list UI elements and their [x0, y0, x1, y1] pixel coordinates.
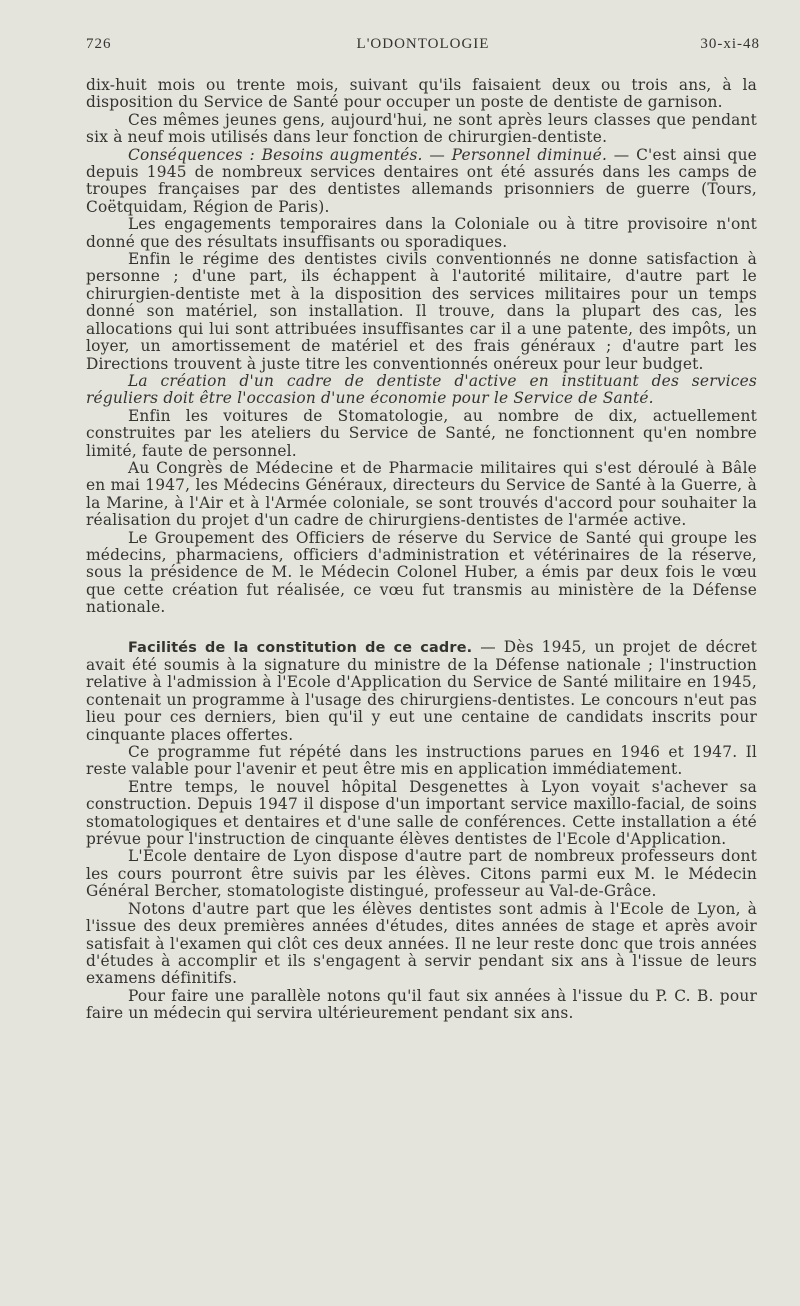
page-header: [86, 36, 760, 58]
article-body: [86, 77, 757, 1023]
paragraph: Notons d'autre part que les élèves dentistes sont admis à l'Ecole de Lyon, à l'issue des deux premières années d'études, dites années de stage et après avoir satisfait à l'examen qui clôt ces deux années. Il ne leur reste donc que trois années d'études à accomplir et ils s'engagent à servir pendant six ans à l'issue de leurs examens définitifs.: [86, 899, 757, 988]
page-number: 726: [86, 36, 112, 52]
paragraph: Enfin les voitures de Stomatologie, au nombre de dix, actuellement construites par les ateliers du Service de Santé, ne fonctionnent qu'en nombre limité, faute de personnel.: [86, 406, 757, 460]
paragraph: Les engagements temporaires dans la Coloniale ou à titre provisoire n'ont donné que des résultats insuffisants ou sporadiques.: [86, 215, 757, 251]
paragraph: Facilités de la constitution de ce cadre. — Dès 1945, un projet de décret avait été soumis à la signature du ministre de la Défense nationale ; l'instruction relative à l'admission à l'Ecole d'Application du Service de Santé militaire en 1945, contenait un programme à l'usage des chirurgiens-dentistes. Le concours n'eut pas lieu pour ces derniers, bien qu'il y eut une centaine de candidats inscrits pour cinquante places offertes.: [86, 637, 757, 744]
paragraph: L'Ecole dentaire de Lyon dispose d'autre part de nombreux professeurs dont les cours pourront être suivis par les élèves. Citons parmi eux M. le Médecin Général Bercher, stomatologiste distingué, professeur au Val-de-Grâce.: [86, 847, 757, 901]
paragraph: Le Groupement des Officiers de réserve du Service de Santé qui groupe les médecins, pharmaciens, officiers d'administration et vétérinaires de la réserve, sous la présidence de M. le Médecin Colonel Huber, a émis par deux fois le vœu que cette création fut réalisée, ce vœu fut transmis au ministère de la Défense nationale.: [86, 528, 757, 617]
issue-date: 30-xi-48: [700, 36, 760, 52]
paragraph: Entre temps, le nouvel hôpital Desgenettes à Lyon voyait s'achever sa construction. Depuis 1947 il dispose d'un important service maxillo-facial, de soins stomatologiques et dentaires et d'une salle de conférences. Cette installation a été prévue pour l'instruction de cinquante élèves dentistes de l'Ecole d'Application.: [86, 777, 757, 849]
paragraph: Conséquences : Besoins augmentés. — Personnel diminué. — C'est ainsi que depuis 1945 de nombreux services dentaires ont été assurés dans les camps de troupes françaises par des dentistes allemands prisonniers de guerre (Tours, Coëtquidam, Région de Paris).: [86, 145, 757, 216]
paragraph: Ces mêmes jeunes gens, aujourd'hui, ne sont après leurs classes que pendant six à neuf mois utilisés dans leur fonction de chirurgien-dentiste.: [86, 110, 757, 147]
italic-heading: Conséquences : Besoins augmentés. — Personnel diminué.: [128, 145, 608, 164]
section-heading: Facilités de la constitution de ce cadre.: [128, 639, 473, 656]
journal-title: L'ODONTOLOGIE: [356, 36, 490, 52]
paragraph: [86, 373, 757, 408]
paragraph: dix-huit mois ou trente mois, suivant qu'ils faisaient deux ou trois ans, à la disposition du Service de Santé pour occuper un poste de dentiste de garnison.: [86, 76, 757, 112]
paragraph: Au Congrès de Médecine et de Pharmacie militaires qui s'est déroulé à Bâle en mai 1947, les Médecins Généraux, directeurs du Service de Santé à la Guerre, à la Marine, à l'Air et à l'Armée coloniale, se sont trouvés d'accord pour souhaiter la réalisation du projet d'un cadre de chirurgiens-dentistes de l'armée active.: [86, 458, 757, 530]
paragraph: Enfin le régime des dentistes civils conventionnés ne donne satisfaction à personne ; d'une part, ils échappent à l'autorité militaire, d'autre part le chirurgien-dentiste met à la disposition des services militaires pour un temps donné son matériel, son installation. Il trouve, dans la plupart des cas, les allocations qui lui sont attribuées insuffisantes car il a une patente, des impôts, un loyer, un amortissement de matériel et des frais généraux ; d'autre part les Directions trouvent à juste titre les conventionnés onéreux pour leur budget.: [86, 250, 757, 373]
italic-statement: La création d'un cadre de dentiste d'active en instituant des services réguliers doit être l'occasion d'une économie pour le Service de Santé.: [86, 371, 757, 408]
paragraph: Pour faire une parallèle notons qu'il faut six années à l'issue du P. C. B. pour faire un médecin qui servira ultérieurement pendant six ans.: [86, 986, 757, 1023]
paragraph: Ce programme fut répété dans les instructions parues en 1946 et 1947. Il reste valable pour l'avenir et peut être mis en application immédiatement.: [86, 743, 757, 779]
